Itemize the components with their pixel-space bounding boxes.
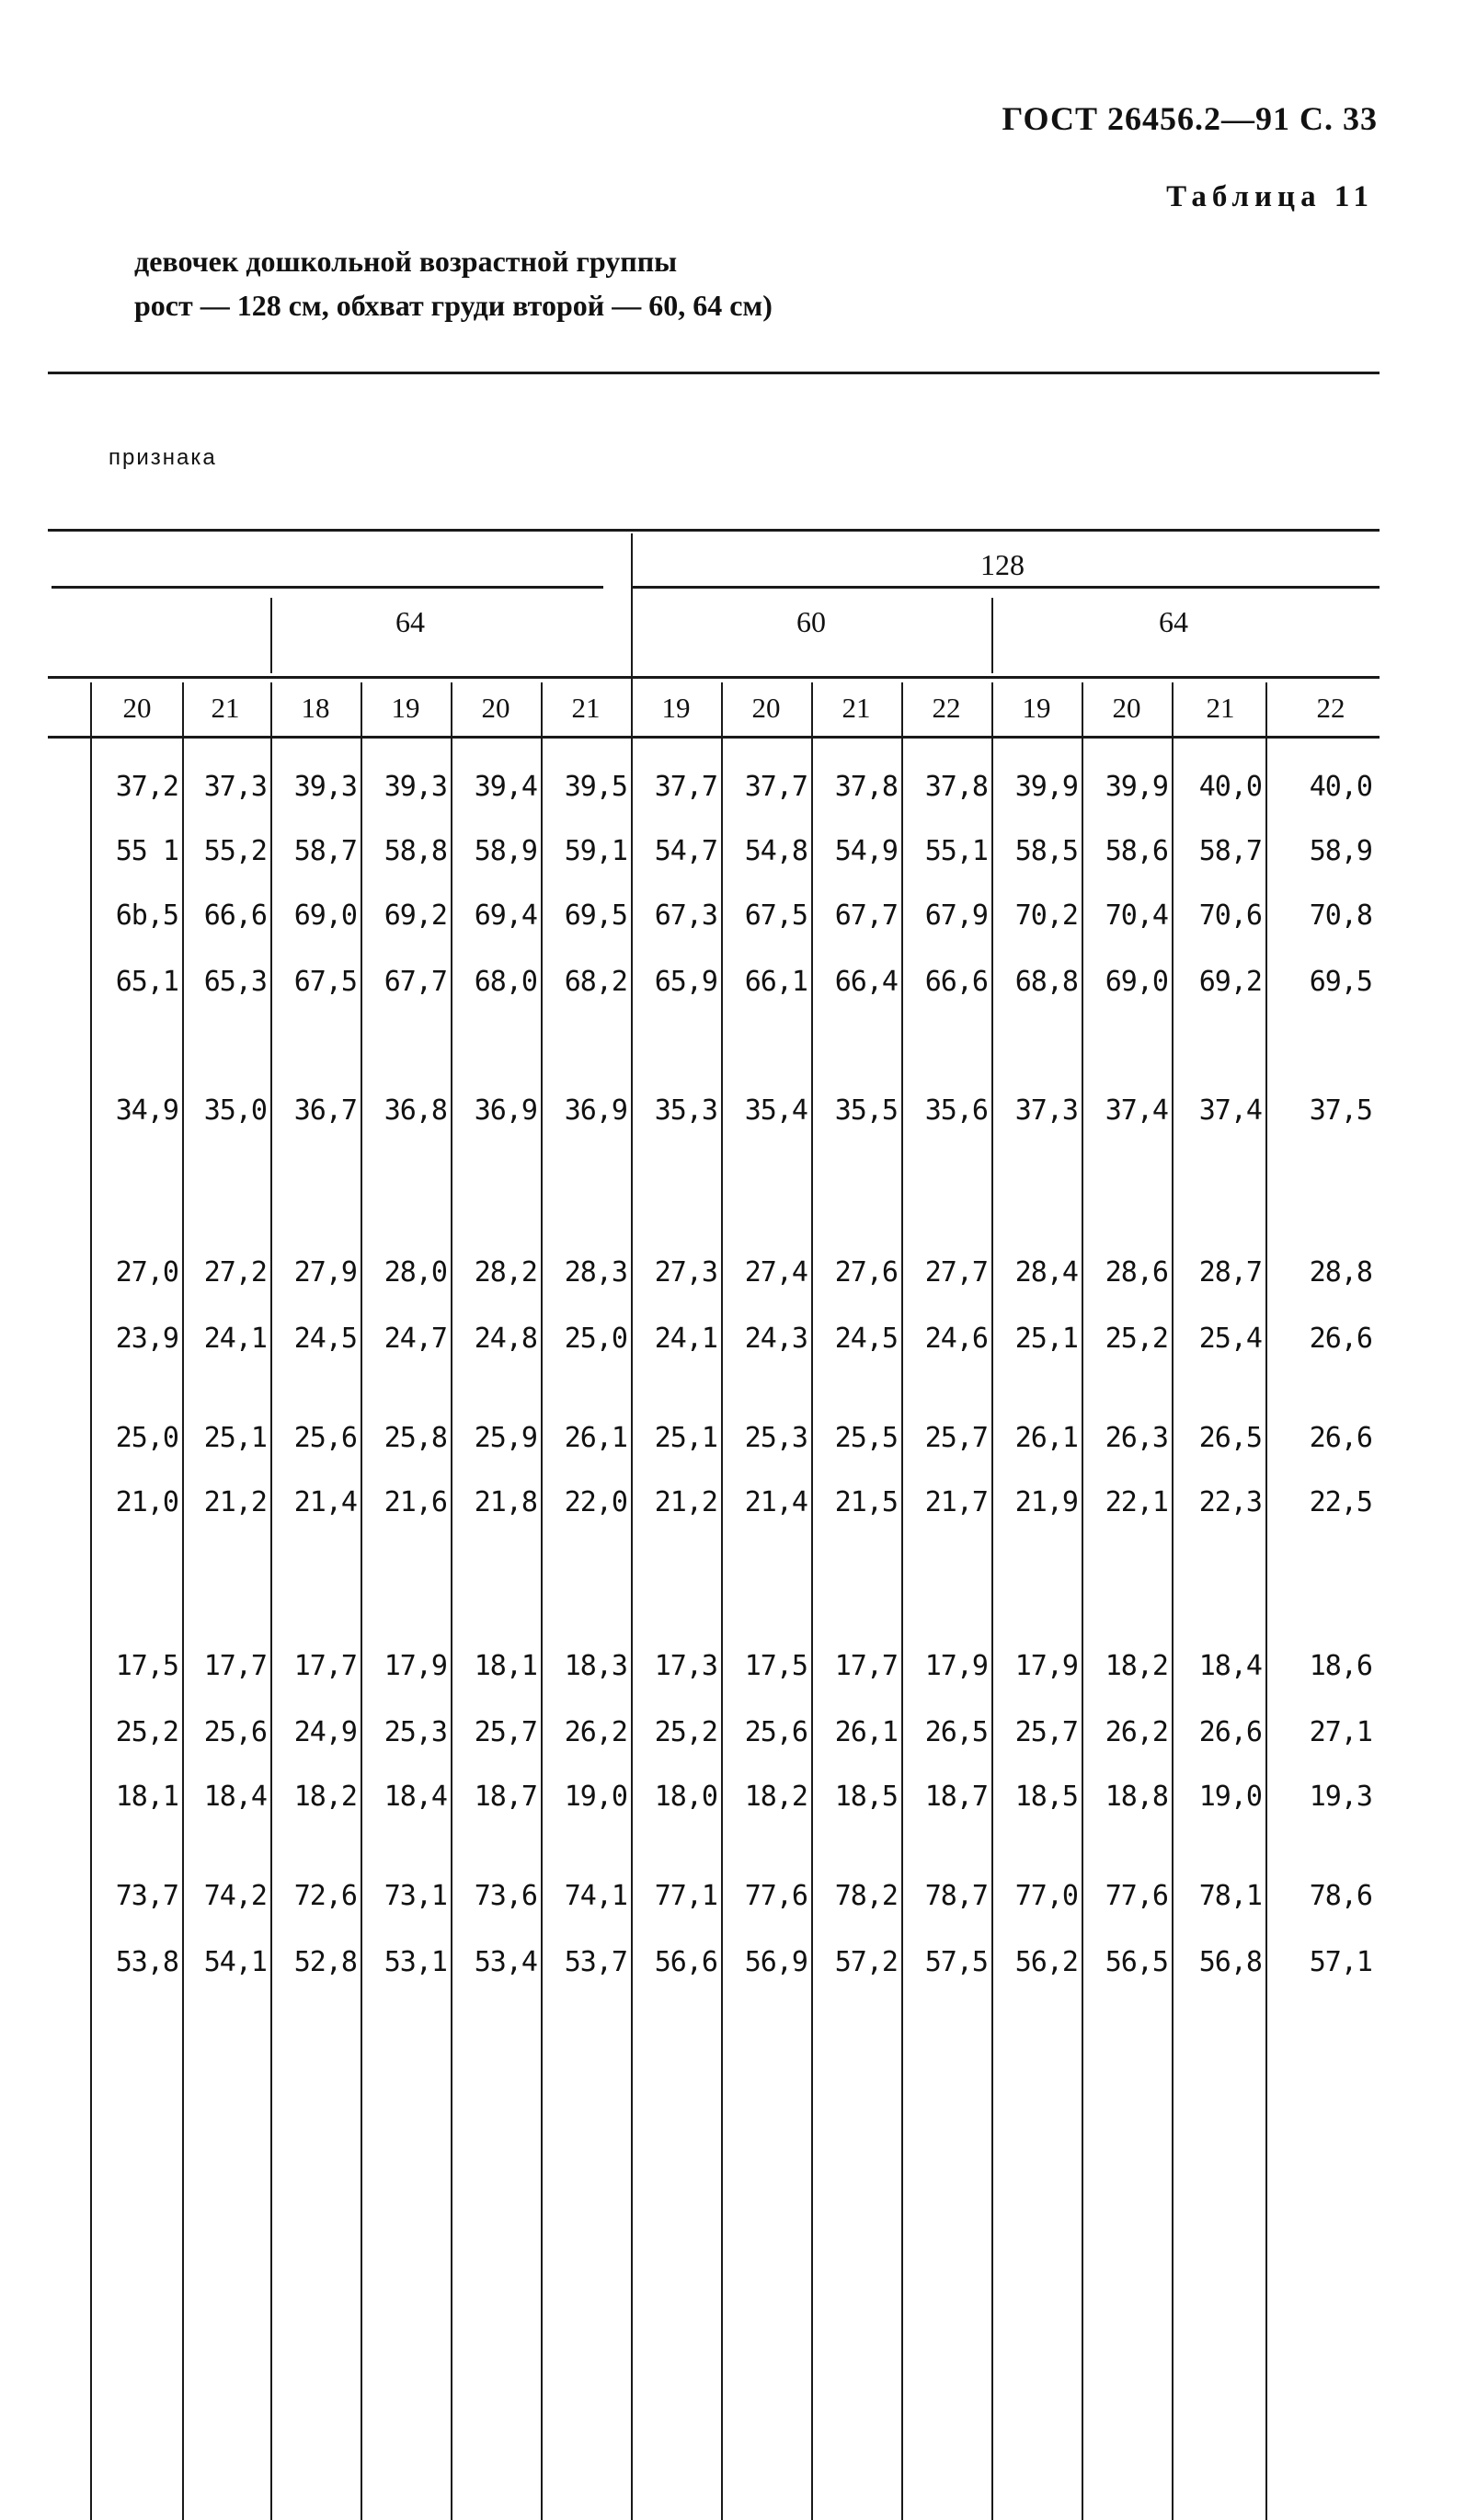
table-cell: 77,6 xyxy=(744,1880,807,1912)
table-cell: 26,1 xyxy=(1014,1422,1078,1454)
table-cell: 70,8 xyxy=(1309,899,1372,932)
table-cell: 77,6 xyxy=(1105,1880,1168,1912)
table-cell: 35,0 xyxy=(203,1094,267,1127)
column-header: 19 xyxy=(1022,692,1051,724)
table-cell: 17,9 xyxy=(1014,1650,1078,1682)
table-cell: 25,8 xyxy=(384,1422,447,1454)
table-cell: 56,9 xyxy=(744,1946,807,1978)
table-cell: 28,3 xyxy=(564,1256,627,1289)
table-cell: 74,1 xyxy=(564,1880,627,1912)
table-cell: 67,9 xyxy=(924,899,988,932)
column-line xyxy=(901,682,903,2520)
table-cell: 27,2 xyxy=(203,1256,267,1289)
table-cell: 17,7 xyxy=(293,1650,357,1682)
table-cell: 66,4 xyxy=(834,966,898,998)
table-cell: 27,3 xyxy=(654,1256,717,1289)
height-header: 128 xyxy=(980,548,1025,581)
table-cell: 35,6 xyxy=(924,1094,988,1127)
table-cell: 21,7 xyxy=(924,1486,988,1518)
table-cell: 28,0 xyxy=(384,1256,447,1289)
table-cell: 37,2 xyxy=(115,771,178,803)
table-cell: 25,4 xyxy=(1198,1323,1262,1355)
table-cell: 34,9 xyxy=(115,1094,178,1127)
table-cell: 37,4 xyxy=(1198,1094,1262,1127)
table-cell: 27,9 xyxy=(293,1256,357,1289)
table-cell: 26,5 xyxy=(924,1716,988,1748)
table-cell: 25,5 xyxy=(834,1422,898,1454)
table-cell: 56,8 xyxy=(1198,1946,1262,1978)
table-cell: 69,5 xyxy=(564,899,627,932)
table-cell: 36,9 xyxy=(564,1094,627,1127)
table-cell: 55,1 xyxy=(924,835,988,867)
table-cell: 69,5 xyxy=(1309,966,1372,998)
table-cell: 21,5 xyxy=(834,1486,898,1518)
table-cell: 69,0 xyxy=(1105,966,1168,998)
table-cell: 18,5 xyxy=(1014,1781,1078,1813)
table-cell: 77,1 xyxy=(654,1880,717,1912)
table-cell: 21,0 xyxy=(115,1486,178,1518)
table-cell: 58,7 xyxy=(293,835,357,867)
column-header: 20 xyxy=(751,692,781,724)
feature-label: признака xyxy=(109,445,217,470)
table-cell: 25,7 xyxy=(474,1716,537,1748)
table-cell: 18,4 xyxy=(1198,1650,1262,1682)
table-cell: 39,3 xyxy=(293,771,357,803)
table-cell: 66,6 xyxy=(203,899,267,932)
table-cell: 59,1 xyxy=(564,835,627,867)
table-cell: 24,1 xyxy=(654,1323,717,1355)
column-line xyxy=(1265,682,1267,2520)
header-bottom-rule xyxy=(48,736,1380,739)
table-cell: 17,7 xyxy=(834,1650,898,1682)
table-cell: 18,3 xyxy=(564,1650,627,1682)
table-cell: 37,3 xyxy=(203,771,267,803)
table-cell: 27,1 xyxy=(1309,1716,1372,1748)
column-header: 20 xyxy=(1112,692,1141,724)
table-cell: 18,2 xyxy=(293,1781,357,1813)
table-cell: 27,4 xyxy=(744,1256,807,1289)
table-cell: 26,6 xyxy=(1309,1422,1372,1454)
header-chest-rule-bottom xyxy=(48,676,1380,679)
table-cell: 19,0 xyxy=(1198,1781,1262,1813)
table-cell: 25,3 xyxy=(384,1716,447,1748)
header-chest-rule-left xyxy=(52,586,603,589)
column-line xyxy=(721,682,723,2520)
table-cell: 37,7 xyxy=(744,771,807,803)
table-cell: 37,5 xyxy=(1309,1094,1372,1127)
table-cell: 53,8 xyxy=(115,1946,178,1978)
table-cell: 73,6 xyxy=(474,1880,537,1912)
table-cell: 67,7 xyxy=(834,899,898,932)
column-header: 19 xyxy=(391,692,420,724)
table-cell: 24,1 xyxy=(203,1323,267,1355)
table-cell: 27,6 xyxy=(834,1256,898,1289)
table-cell: 54,8 xyxy=(744,835,807,867)
table-cell: 58,9 xyxy=(474,835,537,867)
table-cell: 25,6 xyxy=(293,1422,357,1454)
table-cell: 25,7 xyxy=(1014,1716,1078,1748)
table-cell: 21,2 xyxy=(203,1486,267,1518)
table-cell: 58,7 xyxy=(1198,835,1262,867)
table-cell: 68,0 xyxy=(474,966,537,998)
table-cell: 26,1 xyxy=(834,1716,898,1748)
table-cell: 65,9 xyxy=(654,966,717,998)
table-cell: 26,3 xyxy=(1105,1422,1168,1454)
table-cell: 54,7 xyxy=(654,835,717,867)
table-cell: 57,5 xyxy=(924,1946,988,1978)
table-cell: 26,1 xyxy=(564,1422,627,1454)
table-cell: 21,6 xyxy=(384,1486,447,1518)
column-line xyxy=(90,682,92,2520)
table-cell: 58,8 xyxy=(384,835,447,867)
column-header: 20 xyxy=(481,692,510,724)
table-cell: 57,1 xyxy=(1309,1946,1372,1978)
table-cell: 24,3 xyxy=(744,1323,807,1355)
table-cell: 54,9 xyxy=(834,835,898,867)
table-cell: 28,4 xyxy=(1014,1256,1078,1289)
table-cell: 58,6 xyxy=(1105,835,1168,867)
table-cell: 66,1 xyxy=(744,966,807,998)
table-cell: 22,3 xyxy=(1198,1486,1262,1518)
table-cell: 25,0 xyxy=(564,1323,627,1355)
table-cell: 26,2 xyxy=(564,1716,627,1748)
caption-line-1: девочек дошкольной возрастной группы xyxy=(134,245,678,278)
table-cell: 25,1 xyxy=(203,1422,267,1454)
table-cell: 21,8 xyxy=(474,1486,537,1518)
column-line xyxy=(1172,682,1174,2520)
header-height-rule xyxy=(631,586,1380,589)
document-reference: ГОСТ 26456.2—91 С. 33 xyxy=(1002,100,1378,137)
table-cell: 57,2 xyxy=(834,1946,898,1978)
table-cell: 78,1 xyxy=(1198,1880,1262,1912)
chest-header-mid: 60 xyxy=(796,605,826,638)
table-cell: 67,7 xyxy=(384,966,447,998)
table-cell: 21,4 xyxy=(744,1486,807,1518)
table-cell: 40,0 xyxy=(1198,771,1262,803)
table-cell: 56,5 xyxy=(1105,1946,1168,1978)
table-cell: 70,6 xyxy=(1198,899,1262,932)
column-line xyxy=(811,682,813,2520)
table-cell: 69,2 xyxy=(1198,966,1262,998)
column-line xyxy=(541,682,543,2520)
table-cell: 24,8 xyxy=(474,1323,537,1355)
column-header: 22 xyxy=(932,692,961,724)
table-cell: 24,9 xyxy=(293,1716,357,1748)
table-cell: 55 1 xyxy=(115,835,178,867)
chest-divider-left xyxy=(270,598,272,673)
table-cell: 37,8 xyxy=(834,771,898,803)
table-cell: 25,7 xyxy=(924,1422,988,1454)
table-cell: 25,9 xyxy=(474,1422,537,1454)
chest-header-right: 64 xyxy=(1159,605,1188,638)
table-cell: 25,6 xyxy=(203,1716,267,1748)
table-cell: 68,8 xyxy=(1014,966,1078,998)
table-cell: 24,5 xyxy=(834,1323,898,1355)
table-cell: 40,0 xyxy=(1309,771,1372,803)
table-cell: 73,7 xyxy=(115,1880,178,1912)
table-cell: 17,5 xyxy=(115,1650,178,1682)
table-cell: 73,1 xyxy=(384,1880,447,1912)
table-cell: 18,8 xyxy=(1105,1781,1168,1813)
table-cell: 74,2 xyxy=(203,1880,267,1912)
table-cell: 70,2 xyxy=(1014,899,1078,932)
table-cell: 22,5 xyxy=(1309,1486,1372,1518)
table-cell: 21,4 xyxy=(293,1486,357,1518)
column-header: 21 xyxy=(211,692,240,724)
table-cell: 18,2 xyxy=(1105,1650,1168,1682)
table-cell: 18,5 xyxy=(834,1781,898,1813)
table-cell: 26,2 xyxy=(1105,1716,1168,1748)
table-cell: 22,1 xyxy=(1105,1486,1168,1518)
table-cell: 18,7 xyxy=(924,1781,988,1813)
table-cell: 18,0 xyxy=(654,1781,717,1813)
table-cell: 53,1 xyxy=(384,1946,447,1978)
table-cell: 18,6 xyxy=(1309,1650,1372,1682)
column-header: 21 xyxy=(842,692,871,724)
table-cell: 19,0 xyxy=(564,1781,627,1813)
table-cell: 56,2 xyxy=(1014,1946,1078,1978)
table-cell: 39,5 xyxy=(564,771,627,803)
column-line xyxy=(631,682,633,2520)
table-cell: 26,5 xyxy=(1198,1422,1262,1454)
table-cell: 58,5 xyxy=(1014,835,1078,867)
column-header: 21 xyxy=(1206,692,1235,724)
table-cell: 23,9 xyxy=(115,1323,178,1355)
table-cell: 52,8 xyxy=(293,1946,357,1978)
column-header: 19 xyxy=(661,692,691,724)
table-cell: 17,3 xyxy=(654,1650,717,1682)
table-cell: 35,4 xyxy=(744,1094,807,1127)
table-cell: 17,5 xyxy=(744,1650,807,1682)
table-cell: 17,9 xyxy=(924,1650,988,1682)
table-cell: 36,7 xyxy=(293,1094,357,1127)
top-rule xyxy=(48,372,1380,374)
table-cell: 66,6 xyxy=(924,966,988,998)
header-top-rule xyxy=(48,529,1380,532)
table-cell: 68,2 xyxy=(564,966,627,998)
table-cell: 37,4 xyxy=(1105,1094,1168,1127)
table-cell: 18,2 xyxy=(744,1781,807,1813)
table-cell: 35,3 xyxy=(654,1094,717,1127)
table-cell: 25,1 xyxy=(654,1422,717,1454)
table-cell: 77,0 xyxy=(1014,1880,1078,1912)
table-cell: 17,7 xyxy=(203,1650,267,1682)
table-number: Таблица 11 xyxy=(1166,180,1374,213)
table-cell: 27,7 xyxy=(924,1256,988,1289)
table-cell: 35,5 xyxy=(834,1094,898,1127)
table-cell: 36,9 xyxy=(474,1094,537,1127)
table-cell: 69,4 xyxy=(474,899,537,932)
table-cell: 6b,5 xyxy=(115,899,178,932)
table-cell: 18,7 xyxy=(474,1781,537,1813)
table-cell: 37,7 xyxy=(654,771,717,803)
table-cell: 25,2 xyxy=(115,1716,178,1748)
table-cell: 25,6 xyxy=(744,1716,807,1748)
table-cell: 69,0 xyxy=(293,899,357,932)
table-cell: 17,9 xyxy=(384,1650,447,1682)
table-cell: 53,4 xyxy=(474,1946,537,1978)
column-line xyxy=(451,682,452,2520)
table-cell: 58,9 xyxy=(1309,835,1372,867)
table-cell: 22,0 xyxy=(564,1486,627,1518)
table-cell: 54,1 xyxy=(203,1946,267,1978)
table-cell: 78,2 xyxy=(834,1880,898,1912)
column-line xyxy=(1082,682,1083,2520)
column-header: 18 xyxy=(301,692,330,724)
table-cell: 67,3 xyxy=(654,899,717,932)
table-cell: 27,0 xyxy=(115,1256,178,1289)
table-cell: 53,7 xyxy=(564,1946,627,1978)
table-cell: 21,9 xyxy=(1014,1486,1078,1518)
table-cell: 25,2 xyxy=(654,1716,717,1748)
table-cell: 24,7 xyxy=(384,1323,447,1355)
table-cell: 26,6 xyxy=(1198,1716,1262,1748)
column-line xyxy=(361,682,362,2520)
table-cell: 26,6 xyxy=(1309,1323,1372,1355)
table-cell: 25,2 xyxy=(1105,1323,1168,1355)
table-cell: 18,4 xyxy=(203,1781,267,1813)
table-cell: 37,3 xyxy=(1014,1094,1078,1127)
table-cell: 37,8 xyxy=(924,771,988,803)
table-cell: 39,9 xyxy=(1014,771,1078,803)
table-cell: 36,8 xyxy=(384,1094,447,1127)
column-line xyxy=(182,682,184,2520)
table-cell: 18,4 xyxy=(384,1781,447,1813)
table-cell: 78,7 xyxy=(924,1880,988,1912)
table-cell: 65,1 xyxy=(115,966,178,998)
column-line xyxy=(270,682,272,2520)
table-cell: 25,1 xyxy=(1014,1323,1078,1355)
table-cell: 39,4 xyxy=(474,771,537,803)
table-cell: 56,6 xyxy=(654,1946,717,1978)
table-cell: 39,3 xyxy=(384,771,447,803)
column-header: 21 xyxy=(571,692,601,724)
table-cell: 21,2 xyxy=(654,1486,717,1518)
table-cell: 67,5 xyxy=(744,899,807,932)
column-header: 22 xyxy=(1316,692,1345,724)
caption-line-2: рост — 128 см, обхват груди второй — 60, 64 см) xyxy=(134,289,773,322)
table-cell: 65,3 xyxy=(203,966,267,998)
table-cell: 24,6 xyxy=(924,1323,988,1355)
table-cell: 70,4 xyxy=(1105,899,1168,932)
table-cell: 55,2 xyxy=(203,835,267,867)
table-cell: 67,5 xyxy=(293,966,357,998)
table-cell: 78,6 xyxy=(1309,1880,1372,1912)
table-cell: 25,3 xyxy=(744,1422,807,1454)
table-cell: 18,1 xyxy=(474,1650,537,1682)
table-cell: 72,6 xyxy=(293,1880,357,1912)
table-cell: 39,9 xyxy=(1105,771,1168,803)
table-cell: 28,6 xyxy=(1105,1256,1168,1289)
chest-divider-right xyxy=(991,598,993,673)
table-cell: 25,0 xyxy=(115,1422,178,1454)
table-cell: 28,7 xyxy=(1198,1256,1262,1289)
table-cell: 24,5 xyxy=(293,1323,357,1355)
table-cell: 28,2 xyxy=(474,1256,537,1289)
column-header: 20 xyxy=(122,692,152,724)
chest-header-left: 64 xyxy=(395,605,425,638)
table-cell: 69,2 xyxy=(384,899,447,932)
table-cell: 28,8 xyxy=(1309,1256,1372,1289)
table-cell: 18,1 xyxy=(115,1781,178,1813)
table-caption xyxy=(134,239,773,327)
table-cell: 19,3 xyxy=(1309,1781,1372,1813)
column-line xyxy=(991,682,993,2520)
